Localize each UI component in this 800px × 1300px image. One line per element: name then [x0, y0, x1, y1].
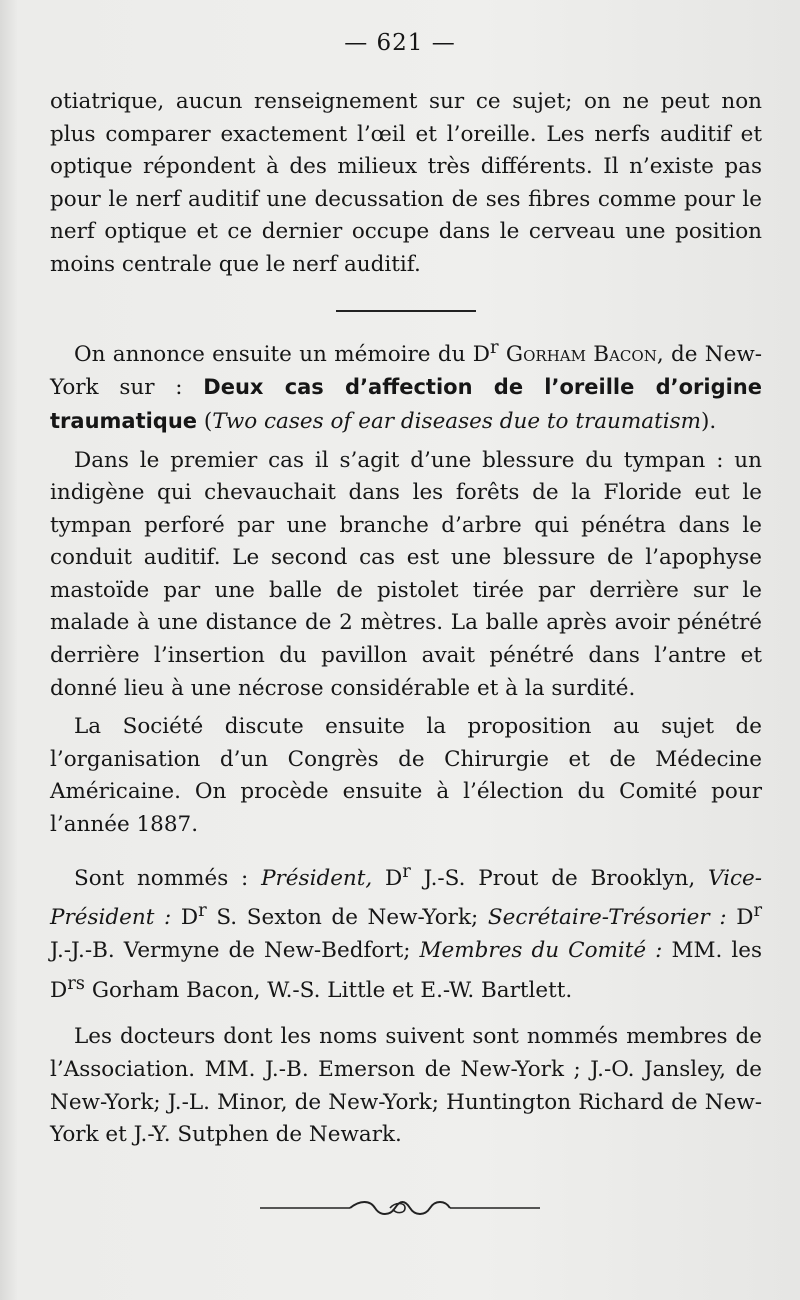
memoir-title-english: Two cases of ear diseases due to traumatism	[212, 408, 702, 434]
memoir-title: Deux cas d’affection de l’oreille d’origine traumatique	[50, 375, 762, 433]
body-text	[50, 86, 762, 1152]
paragraph-society: La Société discute ensuite la proposition au sujet de l’organisation d’un Congrès de Chirurgie et de Médecine Américaine. On procède ensuite à l’élection du Comité pour l’année 1887.	[50, 714, 762, 838]
paragraph-members: Les docteurs dont les noms suivent sont nommés membres de l’Association. MM. J.-B. Emerson de New-York ; J.-O. Jansley, de New-York; J.-L. Minor, de New-York; Huntington Richard de New-York et J.-Y. Sutphen de Newark.	[50, 1024, 762, 1148]
paragraph-cases: Dans le premier cas il s’agit d’une blessure du tympan : un indigène qui chevauchait dans les forêts de la Floride eut le tympan perforé par une branche d’arbre qui pénétra dans le conduit auditif. Le second cas est une blessure de l’apophyse mastoïde par une balle de pistolet tirée par derrière sur le malade à une distance de 2 mètres. La balle après avoir pénétré derrière l’insertion du pavillon avait pénétré dans l’antre et donné lieu à une nécrose considérable et à la surdité.	[50, 447, 762, 701]
separator-rule	[336, 310, 476, 312]
paragraph-continuation: otiatrique, aucun renseignement sur ce sujet; on ne peut non plus comparer exactement l’œil et l’oreille. Les nerfs auditif et optique répondent à des milieux très différents. Il n’existe pas pour le nerf auditif une decussation de ses fibres comme pour le nerf optique et ce dernier occupe dans le cerveau une position moins centrale que le nerf auditif.	[50, 89, 762, 277]
paragraph-announcement: On annonce ensuite un mémoire du $D^r$ Gorham Bacon, de New-York sur : Deux cas d’affection de l’oreille d’origine traumatique (Two cases of ear diseases due to traumatism).	[50, 336, 762, 434]
author-name: Gorham Bacon	[505, 341, 657, 367]
page-number: — 621 —	[344, 30, 456, 56]
flourish-ornament-icon	[255, 1196, 545, 1220]
paragraph-committee: Sont nommés : Président, $D^r$ J.-S. Prout de Brooklyn, Vice-Président : $D^r$ S. Sexton de New-York; Secrétaire-Trésorier : $D^r$ J.-J.-B. Vermyne de New-Bedfort; Membres du Comité : MM. les $D^{rs}$ Gorham Bacon, W.-S. Little et E.-W. Bartlett.	[50, 860, 763, 1003]
